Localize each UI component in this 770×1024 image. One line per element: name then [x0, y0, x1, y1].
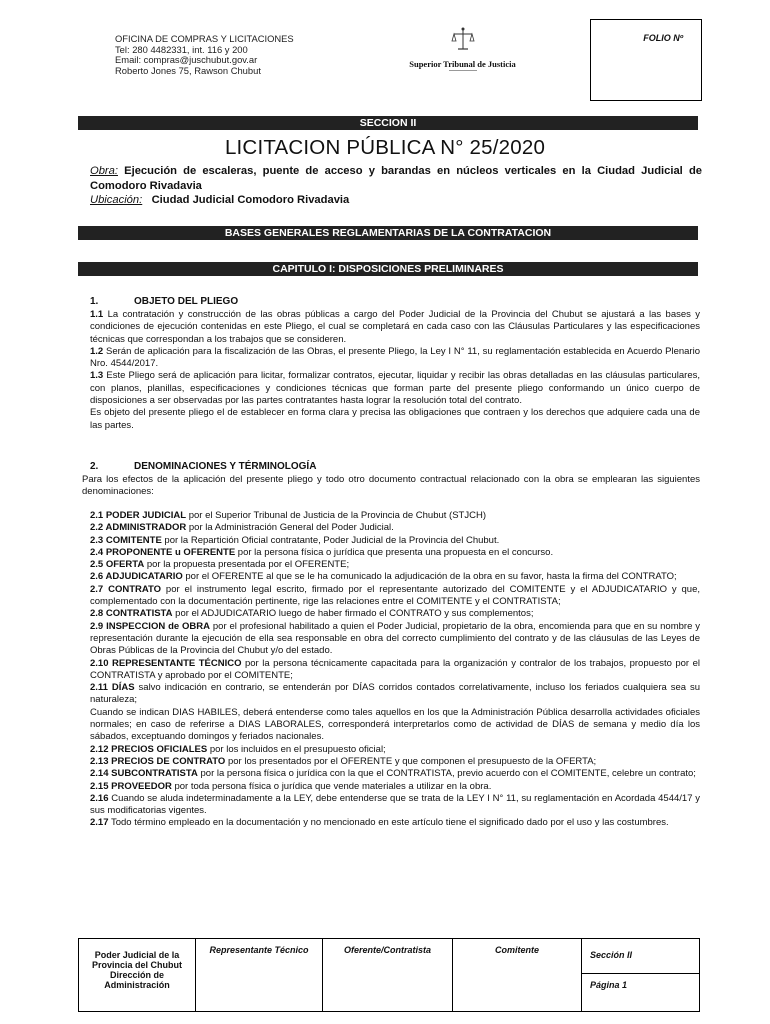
definition-item: 2.7 CONTRATO por el instrumento legal escrito, firmado por el representante autorizado del COMITENTE y el ADJUDICATARIO y que, complementado con la documentación pertinente, rige las relaciones entre el COMITENTE y el CONTRATISTA;: [90, 583, 700, 608]
section-number: 2.: [90, 461, 99, 472]
section-bar: SECCION II: [78, 116, 698, 130]
footer-comitente: Comitente: [453, 939, 582, 1011]
definition-item: 2.16 Cuando se aluda indeterminadamente a la LEY, debe entenderse que se trata de la LEY I N° 11, su reglamentación en Acordada 4544/17 y sus modificatorias vigentes.: [90, 792, 700, 817]
office-header: [115, 34, 294, 76]
definition-item: 2.12 PRECIOS OFICIALES por los incluidos en el presupuesto oficial;: [90, 743, 386, 755]
definition-item: 2.9 INSPECCION de OBRA por el profesional habilitado a quien el Poder Judicial, propietario de la obra, encomienda para que en su nombre y representación durante la ejecución de ella sea responsable en obra del correcto cumplimiento del contrato y de las cláusulas de las Leyes de Obras Públicas de la Provincia del Chubut y/o del estado.: [90, 620, 700, 657]
paragraph: 1.2 Serán de aplicación para la fiscalización de las Obras, el presente Pliego, la Ley I N° 11, su reglamentación establecida en Acuerdo Plenario Nro. 4544/2017.: [90, 345, 700, 370]
paragraph: Es objeto del presente pliego el de establecer en forma clara y precisa las obligaciones que contraen y los derechos que adquiere cada una de las partes.: [90, 407, 700, 431]
section-2-items: [90, 510, 700, 830]
definition-item: Cuando se indican DIAS HABILES, deberá entenderse como tales aquellos en los que la Administración Pública desarrolla actividades oficiales normales; en caso de referirse a DIAS LABORALES, corresponderá interpretarlos como de actividad de DÍAS de semana y medio día los sábados, exceptuando domingos y feriados nacionales.: [90, 706, 700, 743]
section-title: OBJETO DEL PLIEGO: [134, 296, 239, 307]
signature-footer: [78, 938, 700, 1012]
section-2-intro: [82, 474, 700, 499]
page-title: LICITACION PÚBLICA N° 25/2020: [224, 136, 546, 159]
footer-oferente: Oferente/Contratista: [323, 939, 453, 1011]
section-1-body: [90, 309, 700, 432]
ubicacion-label: Ubicación:: [90, 194, 143, 206]
definition-item: 2.8 CONTRATISTA por el ADJUDICATARIO luego de haber firmado el CONTRATO y sus complementos;: [90, 608, 534, 620]
folio-label: FOLIO Nº: [643, 33, 683, 43]
footer-divider: [582, 973, 699, 974]
definition-item: 2.14 SUBCONTRATISTA por la persona física o jurídica con la que el CONTRATISTA, previo acuerdo con el COMITENTE, celebre un contrato;: [90, 768, 696, 780]
header-line: Tel: 280 4482331, int. 116 y 200: [115, 43, 248, 55]
header-line: Roberto Jones 75, Rawson Chubut: [115, 64, 261, 76]
section-title: DENOMINACIONES Y TÉRMINOLOGÍA: [134, 461, 317, 472]
definition-item: 2.10 REPRESENTANTE TÉCNICO por la persona técnicamente capacitada para la organización y contralor de los trabajos, propuesto por el CONTRATISTA y aprobado por el COMITENTE;: [90, 657, 700, 681]
logo-text: Superior Tribunal de Justicia: [409, 59, 516, 69]
definition-item: 2.1 PODER JUDICIAL por el Superior Tribunal de Justicia de la Provincia de Chubut (STJCH): [90, 510, 486, 521]
definition-item: 2.11 DÍAS salvo indicación en contrario, se entenderán por DÍAS corridos contados correlativamente, incluso los feriados cualquiera sea su naturaleza;: [90, 682, 700, 706]
obra-label: Obra:: [90, 165, 118, 177]
definition-item: 2.3 COMITENTE por la Repartición Oficial contratante, Poder Judicial de la Provincia del Chubut.: [90, 534, 500, 546]
section-1-heading: [90, 296, 238, 307]
header-line: OFICINA DE COMPRAS Y LICITACIONES: [115, 33, 294, 44]
definition-item: 2.17 Todo término empleado en la documentación y no mencionado en este artículo tiene el significado dado por el uso y las costumbres.: [90, 817, 669, 829]
court-logo: [405, 26, 520, 76]
footer-organization: Poder Judicial de la Provincia del Chubut Dirección de Administración: [79, 939, 196, 1011]
footer-page-number: Página 1: [590, 980, 628, 990]
section-2-heading: [90, 461, 316, 472]
footer-representante: Representante Técnico: [196, 939, 323, 1011]
bases-bar: BASES GENERALES REGLAMENTARIAS DE LA CONTRATACION: [78, 226, 698, 240]
header-line: Email: compras@juschubut.gov.ar: [115, 54, 258, 65]
logo-divider: [449, 70, 477, 71]
footer-page-info: [582, 939, 699, 1011]
paragraph: 1.3 Este Pliego será de aplicación para licitar, formalizar contratos, ejecutar, liquidar y recibir las obras detalladas en las cláusulas particulares, con planos, planillas, especificaciones y condiciones técnicas que forman parte del presente pliego conformando un único cuerpo de disposiciones a ser observadas por las partes contratantes hasta lograr la resolución total del contrato.: [90, 370, 700, 407]
footer-section: Sección II: [590, 950, 633, 960]
definition-item: 2.4 PROPONENTE u OFERENTE por la persona física o jurídica que presenta una propuesta en el concurso.: [90, 546, 554, 558]
definition-item: 2.2 ADMINISTRADOR por la Administración General del Poder Judicial.: [90, 522, 394, 534]
section-number: 1.: [90, 296, 99, 307]
capitulo-bar: CAPITULO I: DISPOSICIONES PRELIMINARES: [78, 262, 698, 276]
paragraph: 1.1 La contratación y construcción de las obras públicas a cargo del Poder Judicial de la Provincia del Chubut se ajustará a las bases y condiciones de ejecución contenidas en este Pliego, el cual se completará en cada caso con las Cláusulas Particulares y las especificaciones técnicas que correspondan a los trabajos que se consideren.: [90, 309, 700, 345]
scales-emblem-icon: [450, 26, 476, 52]
obra-text: Ejecución de escaleras, puente de acceso y barandas en núcleos verticales en la Ciudad Judicial de Comodoro Rivadavia: [90, 165, 702, 192]
ubicacion-text: Ciudad Judicial Comodoro Rivadavia: [151, 194, 350, 206]
definition-item: 2.15 PROVEEDOR por toda persona física o jurídica que vende materiales a utilizar en la obra.: [90, 780, 492, 792]
paragraph: Para los efectos de la aplicación del presente pliego y todo otro documento contractual relacionado con la obra se emplearan las siguientes denominaciones:: [82, 474, 700, 498]
definition-item: 2.5 OFERTA por la propuesta presentada por el OFERENTE;: [90, 559, 350, 571]
definition-item: 2.6 ADJUDICATARIO por el OFERENTE al que se le ha comunicado la adjudicación de la obra en su favor, hasta la firma del CONTRATO;: [90, 571, 677, 583]
definition-item: 2.13 PRECIOS DE CONTRATO por los presentados por el OFERENTE y que componen el presupuesto de la OFERTA;: [90, 755, 597, 767]
obra-block: [90, 164, 702, 208]
folio-box: [590, 19, 702, 101]
